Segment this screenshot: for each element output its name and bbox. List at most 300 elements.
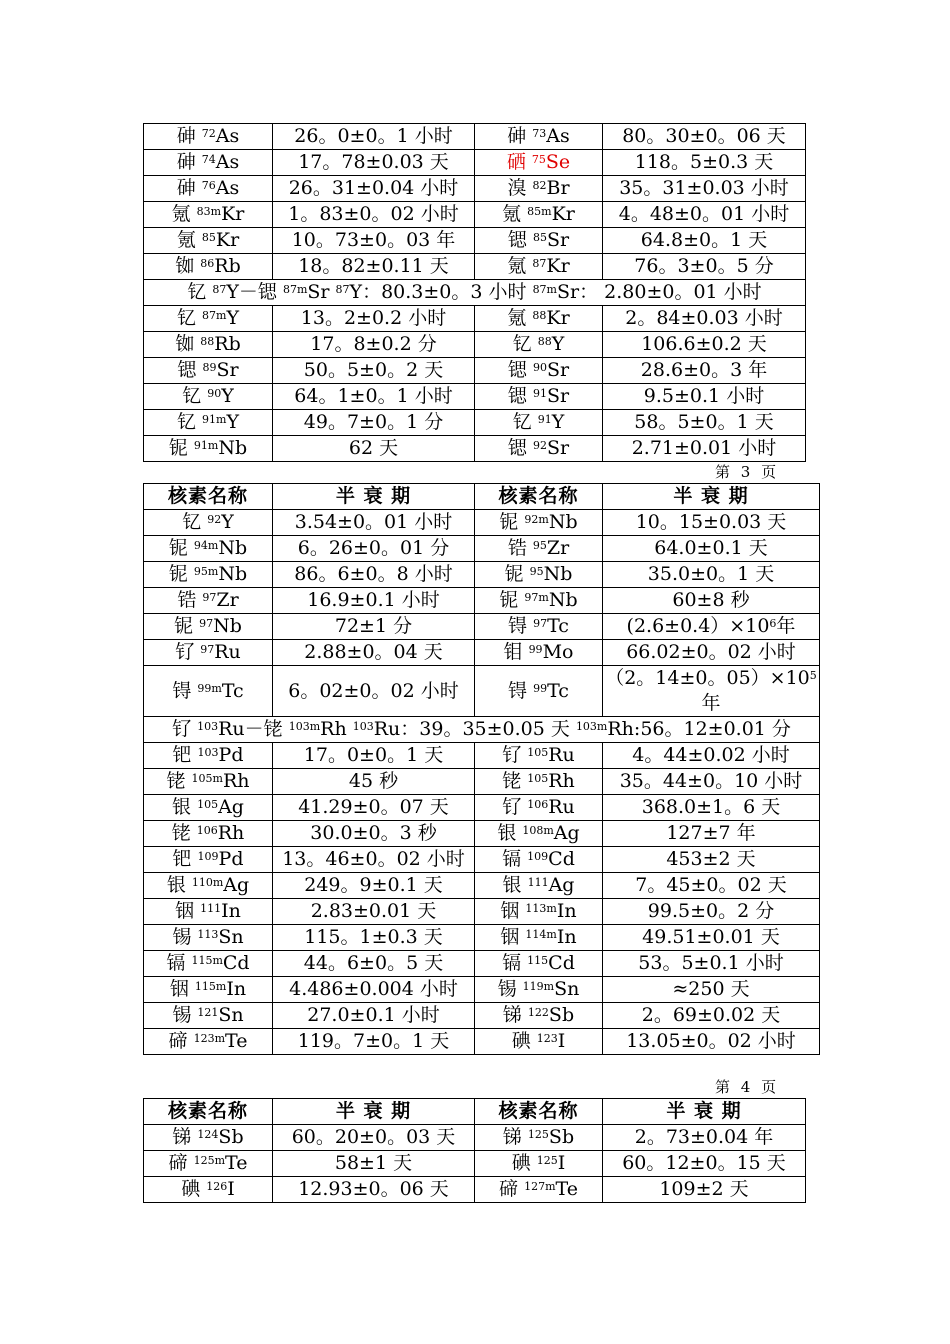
element-name: 银 (502, 874, 528, 896)
nuclide-name-cell (475, 150, 603, 176)
nuclide-name (169, 563, 247, 585)
element-name: 钼 (503, 641, 529, 663)
nuclide-name (166, 952, 249, 974)
nuclide-name (507, 307, 569, 329)
element-symbol: Pd (218, 848, 244, 870)
element-name: 锝 (508, 679, 534, 702)
element-name: 铌 (174, 615, 200, 637)
table-row (144, 124, 806, 150)
element-symbol: Rb (214, 255, 241, 277)
nuclide-name (170, 978, 246, 1000)
half-life-cell: 72±1 分 (273, 614, 475, 640)
table-row (144, 614, 820, 640)
table-row (144, 280, 806, 306)
nuclide-name-cell (144, 436, 273, 462)
nuclide-name (513, 411, 565, 433)
decay-chain-text: Ru：39。35±0.05 天 (373, 718, 576, 740)
decay-chain-text: 钌 (172, 718, 198, 740)
element-name: 碲 (168, 1152, 194, 1174)
nuclide-name (177, 151, 240, 173)
element-name: 锶 (507, 359, 533, 381)
nuclide-name (512, 1152, 566, 1174)
nuclide-name (508, 615, 569, 637)
mass-number: 124 (197, 1128, 219, 1141)
decay-chain-text: Y－锶 (226, 281, 283, 303)
element-symbol: Kr (215, 229, 240, 251)
page-number: 第 4 页 (715, 1078, 780, 1096)
element-name: 钯 (172, 848, 198, 870)
element-symbol: Ag (553, 822, 580, 844)
half-life-cell: 45 秒 (273, 769, 475, 795)
mass-number: 115m (191, 954, 223, 967)
element-symbol: Nb (218, 437, 248, 459)
element-symbol: In (221, 900, 241, 922)
nuclide-name-cell (144, 254, 273, 280)
table-header-row (144, 484, 820, 510)
element-symbol: I (557, 1152, 566, 1174)
mass-number: 74 (201, 153, 216, 166)
half-life-cell: 60±8 秒 (603, 588, 820, 614)
element-symbol: As (215, 177, 240, 199)
nuclide-name (172, 680, 243, 702)
element-name: 锶 (507, 437, 533, 459)
nuclide-name (172, 822, 245, 844)
half-life-cell: 35.0±0。1 天 (603, 562, 820, 588)
mass-number: 109 (527, 850, 549, 863)
element-name: 铟 (175, 900, 201, 922)
half-life-cell: 53。5±0.1 小时 (603, 951, 820, 977)
mass-number: 85m (527, 205, 552, 218)
nuclide-name (172, 926, 243, 948)
nuclide-name-cell (475, 536, 603, 562)
table-row (144, 588, 820, 614)
element-name: 银 (497, 822, 523, 844)
half-life-cell: 118。5±0.3 天 (603, 150, 806, 176)
mass-number: 111 (527, 876, 549, 889)
nuclide-name (505, 563, 573, 585)
half-life-cell: 26。0±0。1 小时 (273, 124, 475, 150)
half-life-cell: 12.93±0。06 天 (273, 1177, 475, 1203)
table-row (144, 410, 806, 436)
nuclide-name (166, 770, 249, 792)
nuclide-name (508, 437, 569, 459)
element-name: 碲 (168, 1030, 194, 1052)
table-row (144, 384, 806, 410)
half-life-cell: 9.5±0.1 小时 (603, 384, 806, 410)
element-symbol: Mo (542, 641, 574, 663)
table-row (144, 821, 820, 847)
mass-number: 73 (532, 127, 547, 140)
element-symbol: In (226, 978, 247, 1000)
table-row (144, 769, 820, 795)
nuclide-name (174, 615, 242, 637)
element-symbol: As (215, 151, 240, 173)
mass-number: 88 (200, 335, 215, 348)
nuclide-name (508, 680, 569, 702)
nuclide-name (507, 125, 570, 147)
mass-number: 89 (202, 361, 217, 374)
element-symbol: Tc (547, 679, 569, 702)
half-life-cell: 86。6±0。8 小时 (273, 562, 475, 588)
mass-number: 87 (335, 283, 350, 296)
half-life-cell: 4.486±0.004 小时 (273, 977, 475, 1003)
nuclide-name-cell (144, 899, 273, 925)
nuclide-name-cell (144, 640, 273, 666)
nuclide-name-cell (475, 1003, 603, 1029)
nuclide-name (499, 511, 577, 533)
element-name: 氪 (176, 229, 202, 251)
mass-number: 126 (206, 1180, 228, 1193)
header-half-life: 半 衰 期 (603, 1099, 806, 1125)
nuclide-name (177, 125, 240, 147)
element-symbol: Ru (548, 744, 575, 766)
element-name: 砷 (507, 125, 533, 147)
nuclide-name (499, 589, 577, 611)
mass-number: 88 (537, 335, 552, 348)
nuclide-name (182, 511, 234, 533)
half-life-cell: 4。48±0。01 小时 (603, 202, 806, 228)
nuclide-name-cell (475, 510, 603, 536)
element-name: 锑 (502, 1126, 528, 1148)
mass-number: 103 (352, 720, 374, 733)
element-name: 钌 (502, 796, 528, 818)
nuclide-name-cell (475, 951, 603, 977)
nuclide-name-cell (475, 410, 603, 436)
mass-number: 121 (197, 1006, 219, 1019)
element-symbol: Ru (214, 641, 241, 663)
nuclide-name-cell (475, 1029, 603, 1055)
half-life-cell: 76。3±0。5 分 (603, 254, 806, 280)
nuclide-name-cell (144, 666, 273, 717)
half-life-cell: 2.88±0。04 天 (273, 640, 475, 666)
nuclide-name-cell (475, 847, 603, 873)
element-symbol: Nb (548, 511, 578, 533)
header-nuclide-name: 核素名称 (144, 484, 273, 510)
element-symbol: Tc (221, 679, 244, 702)
nuclide-name-cell (475, 228, 603, 254)
half-life-cell: 17。0±0。1 天 (273, 743, 475, 769)
element-name: 锡 (497, 978, 523, 1000)
mass-number: 125 (536, 1154, 558, 1167)
nuclide-name (169, 1152, 248, 1174)
nuclide-name-cell (144, 951, 273, 977)
half-life-cell: 30.0±0。3 秒 (273, 821, 475, 847)
element-name: 碘 (181, 1178, 207, 1200)
half-life-cell: 35。44±0。10 小时 (603, 769, 820, 795)
mass-number: 105m (191, 772, 223, 785)
nuclide-name-cell (475, 769, 603, 795)
element-name: 钌 (502, 744, 528, 766)
element-name: 锡 (172, 1004, 198, 1026)
nuclide-name (507, 177, 569, 199)
nuclide-name-cell (144, 202, 273, 228)
table-row (144, 873, 820, 899)
table-row (144, 1151, 806, 1177)
half-life-cell: 41.29±0。07 天 (273, 795, 475, 821)
nuclide-name (172, 1004, 243, 1026)
table-row (144, 743, 820, 769)
element-name: 铑 (502, 770, 528, 792)
table-row (144, 228, 806, 254)
page-number: 第 3 页 (715, 463, 780, 481)
element-name: 砷 (176, 177, 202, 199)
half-life-cell: 99.5±0。2 分 (603, 899, 820, 925)
table-header-row (144, 1099, 806, 1125)
nuclide-name (173, 744, 244, 766)
nuclide-name-cell (144, 873, 273, 899)
nuclide-name-cell (144, 150, 273, 176)
half-life-cell: 2.83±0.01 天 (273, 899, 475, 925)
element-symbol: Rh (222, 770, 250, 792)
nuclide-name-cell (144, 925, 273, 951)
nuclide-name (507, 151, 570, 173)
mass-number: 87m (532, 283, 557, 296)
nuclide-name (500, 900, 576, 922)
nuclide-name (503, 874, 575, 896)
nuclide-name (503, 1004, 574, 1026)
decay-chain-text: Ru－铑 (218, 718, 289, 740)
decay-chain-text: Sr： 2.80±0。01 小时 (557, 281, 762, 303)
nuclide-name-cell (475, 1125, 603, 1151)
half-life-cell: 64。1±0。1 小时 (273, 384, 475, 410)
nuclide-name-cell (475, 332, 603, 358)
nuclide-name-cell (144, 358, 273, 384)
half-life-cell: 2.71±0.01 小时 (603, 436, 806, 462)
element-name: 镉 (502, 952, 528, 974)
half-life-cell: 6。26±0。01 分 (273, 536, 475, 562)
mass-number: 99 (533, 681, 548, 695)
table-row (144, 899, 820, 925)
nuclide-name (500, 926, 576, 948)
element-name: 铷 (175, 333, 201, 355)
mass-number: 123 (536, 1032, 558, 1045)
element-symbol: Nb (213, 615, 242, 637)
header-nuclide-name: 核素名称 (144, 1099, 273, 1125)
nuclide-name (502, 770, 575, 792)
half-life-cell: 109±2 天 (603, 1177, 806, 1203)
nuclide-name-cell (144, 1003, 273, 1029)
element-name: 钇 (512, 411, 538, 433)
nuclide-name (499, 1178, 578, 1200)
half-life-cell: 58±1 天 (273, 1151, 475, 1177)
element-symbol: Rh (217, 822, 245, 844)
element-name: 铌 (499, 589, 525, 611)
element-symbol: Sr (546, 359, 570, 381)
half-life-cell: 58。5±0。1 天 (603, 410, 806, 436)
half-life-cell: 80。30±0。06 天 (603, 124, 806, 150)
mass-number: 105 (527, 746, 549, 759)
nuclide-name (508, 359, 569, 381)
element-name: 锆 (177, 589, 203, 611)
table-row (144, 202, 806, 228)
half-life-cell: 249。9±0.1 天 (273, 873, 475, 899)
nuclide-name-cell (144, 176, 273, 202)
mass-number: 94m (193, 539, 219, 552)
mass-number: 91m (193, 439, 219, 452)
nuclide-name (167, 874, 249, 896)
decay-chain-text: Sr (307, 281, 336, 303)
nuclide-name-cell (144, 510, 273, 536)
decay-chain-text: Rh (320, 718, 353, 740)
nuclide-name (181, 1178, 235, 1200)
element-symbol: Sb (548, 1126, 575, 1148)
element-name: 锝 (172, 679, 198, 702)
element-name: 铌 (168, 437, 194, 459)
nuclide-name-cell (144, 588, 273, 614)
element-symbol: Cd (222, 952, 250, 974)
element-symbol: Nb (548, 589, 578, 611)
mass-number: 113m (525, 902, 557, 915)
element-symbol: Sr (546, 229, 570, 251)
nuclide-name (175, 333, 241, 355)
element-symbol: Zr (546, 537, 570, 559)
mass-number: 87m (282, 283, 308, 296)
table-row (144, 1003, 820, 1029)
element-symbol: I (557, 1030, 566, 1052)
element-name: 钌 (175, 641, 201, 663)
element-symbol: Ru (548, 796, 575, 818)
half-life-cell: 127±7 年 (603, 821, 820, 847)
element-symbol: Nb (218, 537, 248, 559)
nuclide-name-cell (475, 977, 603, 1003)
half-life-table-page-3 (143, 483, 820, 1055)
nuclide-name (504, 641, 574, 663)
element-name: 铟 (500, 900, 526, 922)
mass-number: 122 (527, 1006, 549, 1019)
nuclide-name (508, 229, 569, 251)
mass-number: 92 (207, 513, 222, 526)
table-row (144, 510, 820, 536)
mass-number: 92 (532, 439, 547, 452)
element-name: 铌 (504, 563, 530, 585)
element-name: 砷 (176, 125, 202, 147)
mass-number: 97 (199, 617, 214, 630)
element-name: 铑 (171, 822, 197, 844)
element-name: 溴 (507, 177, 533, 199)
mass-number: 76 (201, 179, 216, 192)
element-name: 钇 (182, 511, 208, 533)
half-life-cell: 106.6±0.2 天 (603, 332, 806, 358)
header-half-life: 半 衰 期 (273, 1099, 475, 1125)
nuclide-name (173, 848, 244, 870)
element-symbol: Nb (543, 563, 573, 585)
table-row (144, 977, 820, 1003)
mass-number: 109 (197, 850, 219, 863)
nuclide-name-cell (144, 847, 273, 873)
element-name: 钇 (176, 411, 203, 433)
element-name: 铌 (168, 537, 194, 559)
table-row (144, 666, 820, 717)
nuclide-name (177, 229, 239, 251)
element-name: 砷 (176, 151, 202, 173)
half-life-cell: 4。44±0.02 小时 (603, 743, 820, 769)
half-life-cell: 10。73±0。03 年 (273, 228, 475, 254)
element-symbol: Cd (548, 848, 575, 870)
nuclide-name-cell (475, 358, 603, 384)
nuclide-name-cell (144, 977, 273, 1003)
nuclide-name (172, 1126, 243, 1148)
element-symbol: Y (551, 411, 565, 433)
element-symbol: In (556, 926, 577, 948)
table-row (144, 1029, 820, 1055)
nuclide-name (502, 796, 575, 818)
table-row (144, 951, 820, 977)
nuclide-name-cell (475, 743, 603, 769)
half-life-cell: 13.05±0。02 小时 (603, 1029, 820, 1055)
mass-number: 88 (532, 309, 547, 322)
mass-number: 95 (532, 539, 547, 552)
table-row (144, 358, 806, 384)
mass-number: 86 (200, 257, 215, 270)
half-life-text: (2.6±0.4）×10 (626, 615, 770, 637)
half-life-table-page-2 (143, 123, 806, 462)
half-life-cell: 64.0±0.1 天 (603, 536, 820, 562)
mass-number: 91 (532, 387, 547, 400)
element-symbol: Sn (218, 926, 244, 948)
nuclide-name-cell (144, 536, 273, 562)
nuclide-name-cell (475, 1177, 603, 1203)
nuclide-name (177, 177, 240, 199)
nuclide-name (182, 385, 234, 407)
element-symbol: Se (545, 151, 571, 173)
half-life-cell: 35。31±0.03 小时 (603, 176, 806, 202)
element-symbol: Y (221, 385, 234, 407)
table-row (144, 925, 820, 951)
header-half-life: 半 衰 期 (273, 484, 475, 510)
half-life-cell: 66.02±0。02 小时 (603, 640, 820, 666)
half-life-cell: 50。5±0。2 天 (273, 358, 475, 384)
mass-number: 119m (522, 980, 555, 993)
header-half-life: 半 衰 期 (603, 484, 820, 510)
mass-number: 103m (575, 720, 608, 733)
element-symbol: Y (226, 411, 240, 433)
table-row (144, 640, 820, 666)
half-life-text: （2。14±0。05）× (605, 667, 786, 689)
nuclide-name (169, 1030, 248, 1052)
mass-number: 97m (524, 591, 549, 604)
element-symbol: Te (225, 1030, 248, 1052)
mass-number: 108m (522, 824, 554, 837)
mass-number: 125m (193, 1154, 226, 1167)
mass-number: 115m (194, 980, 227, 993)
element-symbol: Rb (214, 333, 241, 355)
table-row (144, 795, 820, 821)
nuclide-name-cell (144, 769, 273, 795)
element-symbol: Zr (216, 589, 239, 611)
mass-number: 87 (532, 257, 547, 270)
nuclide-name-cell (144, 1125, 273, 1151)
mass-number: 103 (197, 720, 219, 733)
decay-chain-cell (144, 717, 820, 743)
table-row (144, 436, 806, 462)
mass-number: 87m (202, 309, 227, 322)
element-symbol: Y (551, 333, 565, 355)
nuclide-name (175, 641, 241, 663)
half-life-cell: 60。12±0。15 天 (603, 1151, 806, 1177)
nuclide-name-cell (475, 562, 603, 588)
element-name: 铟 (500, 926, 526, 948)
element-symbol: Tc (547, 615, 569, 637)
nuclide-name (172, 203, 245, 225)
element-name: 氪 (502, 203, 528, 225)
half-life-cell: 10。15±0.03 天 (603, 510, 820, 536)
element-name: 镉 (502, 848, 528, 870)
mass-number: 111 (200, 902, 222, 915)
element-symbol: Kr (546, 307, 570, 329)
table-row (144, 306, 806, 332)
nuclide-name (177, 359, 238, 381)
mass-number: 123m (193, 1032, 226, 1045)
